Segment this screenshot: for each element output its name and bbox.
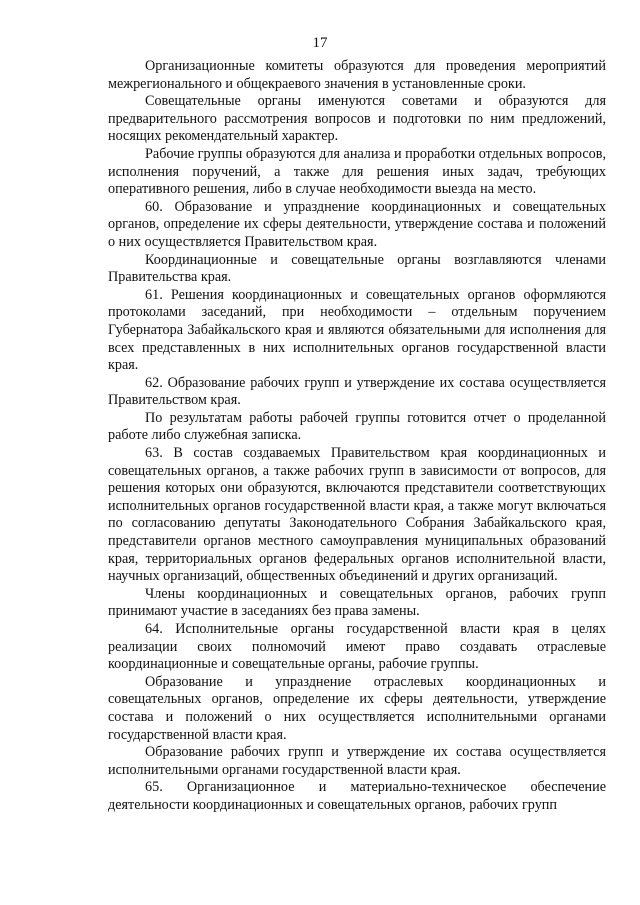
paragraph-clause-63: 63. В состав создаваемых Правительством края координационных и совещательных органов, а также рабочих групп в зависимости от вопросов, для решения которых они образуются, включаются представители соответствующих исполнительных органов государственной власти края, а также могут включаться по согласованию депутаты Законодательного Собрания Забайкальского края, представители органов местного самоуправления муниципальных образований края, территориальных органов федеральных органов исполнительной власти, научных организаций, общественных объединений и других организаций. bbox=[108, 445, 606, 585]
paragraph-org-committees: Организационные комитеты образуются для проведения мероприятий межрегионального и общекраевого значения в установленные сроки. bbox=[108, 58, 606, 92]
paragraph-clause-65: 65. Организационное и материально-техническое обеспечение деятельности координационных и совещательных органов, рабочих групп bbox=[108, 779, 606, 813]
paragraph-working-groups: Рабочие группы образуются для анализа и проработки отдельных вопросов, исполнения поручений, а также для решения иных задач, требующих оперативного решения, либо в случае необходимости выезда на место. bbox=[108, 145, 606, 198]
paragraph-advisory-bodies: Совещательные органы именуются советами и образуются для предварительного рассмотрения вопросов и подготовки по ним предложений, носящих рекомендательный характер. bbox=[108, 93, 606, 145]
paragraph-clause-61: 61. Решения координационных и совещательных органов оформляются протоколами заседаний, при необходимости – отдельным поручением Губернатора Забайкальского края и являются обязательными для исполнения для всех представленных в них исполнительных органов государственной власти края. bbox=[108, 286, 606, 374]
paragraph-sectoral-working-groups: Образование рабочих групп и утверждение их состава осуществляется исполнительными органами государственной власти края. bbox=[108, 744, 606, 778]
paragraph-members-participation: Члены координационных и совещательных органов, рабочих групп принимают участие в заседаниях без права замены. bbox=[108, 585, 606, 620]
paragraph-clause-62: 62. Образование рабочих групп и утверждение их состава осуществляется Правительством края. bbox=[108, 374, 606, 409]
paragraph-clause-60: 60. Образование и упразднение координационных и совещательных органов, определение их сферы деятельности, утверждение состава и положений о них осуществляется Правительством края. bbox=[108, 198, 606, 250]
paragraph-clause-64: 64. Исполнительные органы государственной власти края в целях реализации своих полномочий имеют право создавать отраслевые координационные и совещательные органы, рабочие группы. bbox=[108, 621, 606, 673]
page-number: 17 bbox=[312, 35, 328, 51]
document-body bbox=[108, 58, 606, 815]
paragraph-working-group-report: По результатам работы рабочей группы готовится отчет о проделанной работе либо служебная записка. bbox=[108, 409, 606, 444]
paragraph-sectoral-bodies: Образование и упразднение отраслевых координационных и совещательных органов, определение их сферы деятельности, утверждение состава и положений о них осуществляется исполнительными органами государственной власти края. bbox=[108, 673, 606, 743]
paragraph-bodies-heads: Координационные и совещательные органы возглавляются членами Правительства края. bbox=[108, 251, 606, 286]
